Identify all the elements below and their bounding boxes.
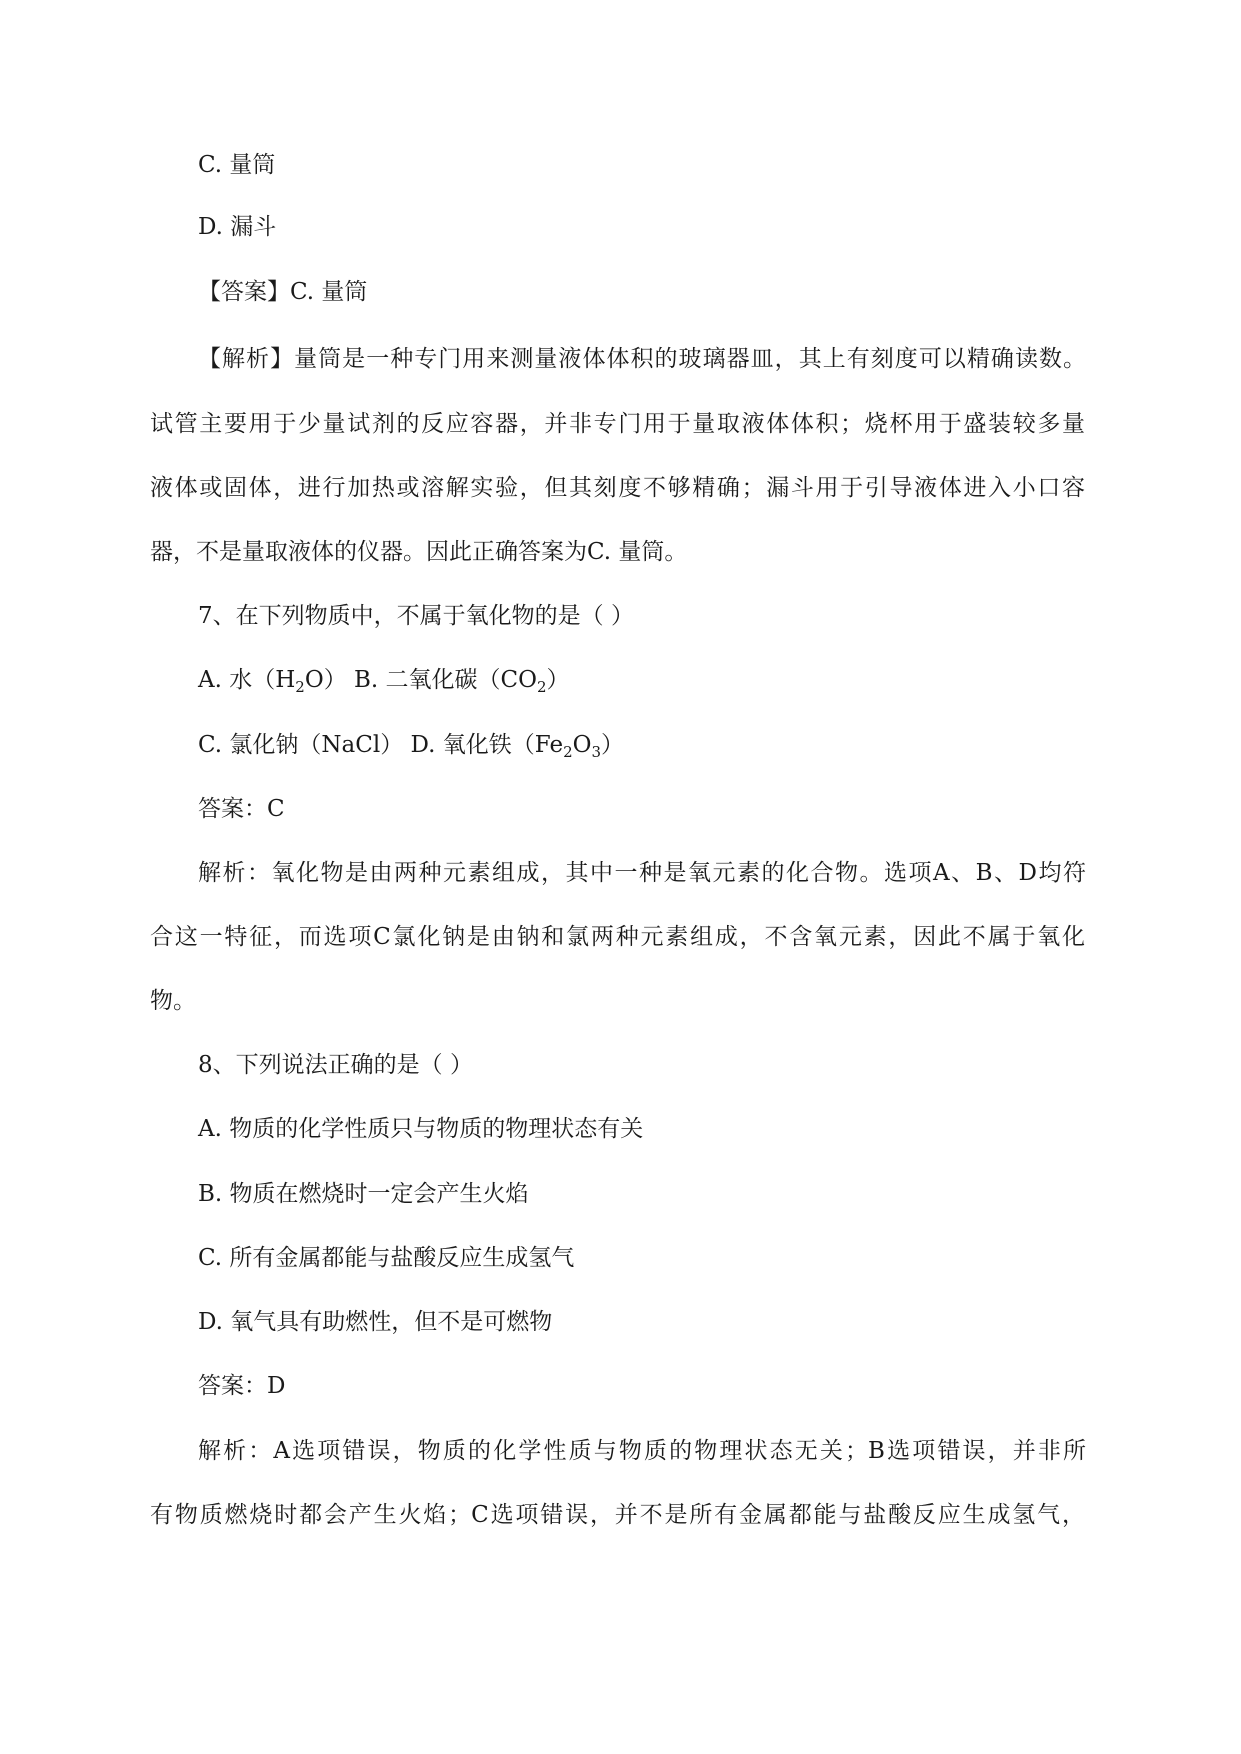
q8-option-a: A. 物质的化学性质只与物质的物理状态有关	[198, 1116, 644, 1142]
q7-explanation-line-2: 合这一特征，而选项C氯化钠是由钠和氯两种元素组成，不含氧元素，因此不属于氧化	[150, 924, 1085, 950]
q7-answer: 答案：C	[198, 796, 285, 822]
q8-answer: 答案：D	[198, 1373, 286, 1399]
q7-options-ab	[198, 664, 570, 696]
q6-explanation-line-4: 器，不是量取液体的仪器。因此正确答案为C. 量筒。	[150, 539, 688, 565]
q8-option-d: D. 氧气具有助燃性，但不是可燃物	[198, 1309, 553, 1335]
q8-explanation-line-2: 有物质燃烧时都会产生火焰；C选项错误，并不是所有金属都能与盐酸反应生成氢气，	[150, 1502, 1085, 1528]
q7-explanation-line-1: 解析：氧化物是由两种元素组成，其中一种是氧元素的化合物。选项A、B、D均符	[198, 860, 1086, 886]
q6-explanation-line-1: 【解析】量筒是一种专门用来测量液体体积的玻璃器皿，其上有刻度可以精确读数。	[198, 346, 1086, 372]
q6-option-d: D. 漏斗	[198, 214, 277, 240]
q7-option-a: A. 水$(H_2O)$	[198, 667, 347, 696]
q7-options-cd	[198, 729, 624, 761]
q6-answer: 【答案】C. 量筒	[198, 279, 368, 305]
q8-option-b: B. 物质在燃烧时一定会产生火焰	[198, 1181, 529, 1207]
q7-option-d: D. 氧化铁$(Fe_2O_3)$	[410, 732, 625, 761]
q8-question: 8、下列说法正确的是（ ）	[198, 1052, 473, 1078]
q7-option-c: C. 氯化钠（NaCl）	[198, 732, 404, 758]
q7-option-b: B. 二氧化碳$(CO_2)$	[354, 667, 570, 696]
q6-option-c: C. 量筒	[198, 152, 276, 178]
q8-option-c: C. 所有金属都能与盐酸反应生成氢气	[198, 1245, 575, 1271]
q7-question: 7、在下列物质中，不属于氧化物的是（ ）	[198, 603, 634, 629]
q6-explanation-line-3: 液体或固体，进行加热或溶解实验，但其刻度不够精确；漏斗用于引导液体进入小口容	[150, 475, 1085, 501]
q8-explanation-line-1: 解析：A选项错误，物质的化学性质与物质的物理状态无关；B选项错误，并非所	[198, 1438, 1086, 1464]
q7-explanation-line-3: 物。	[150, 988, 196, 1014]
q6-explanation-line-2: 试管主要用于少量试剂的反应容器，并非专门用于量取液体体积；烧杯用于盛装较多量	[150, 411, 1085, 437]
